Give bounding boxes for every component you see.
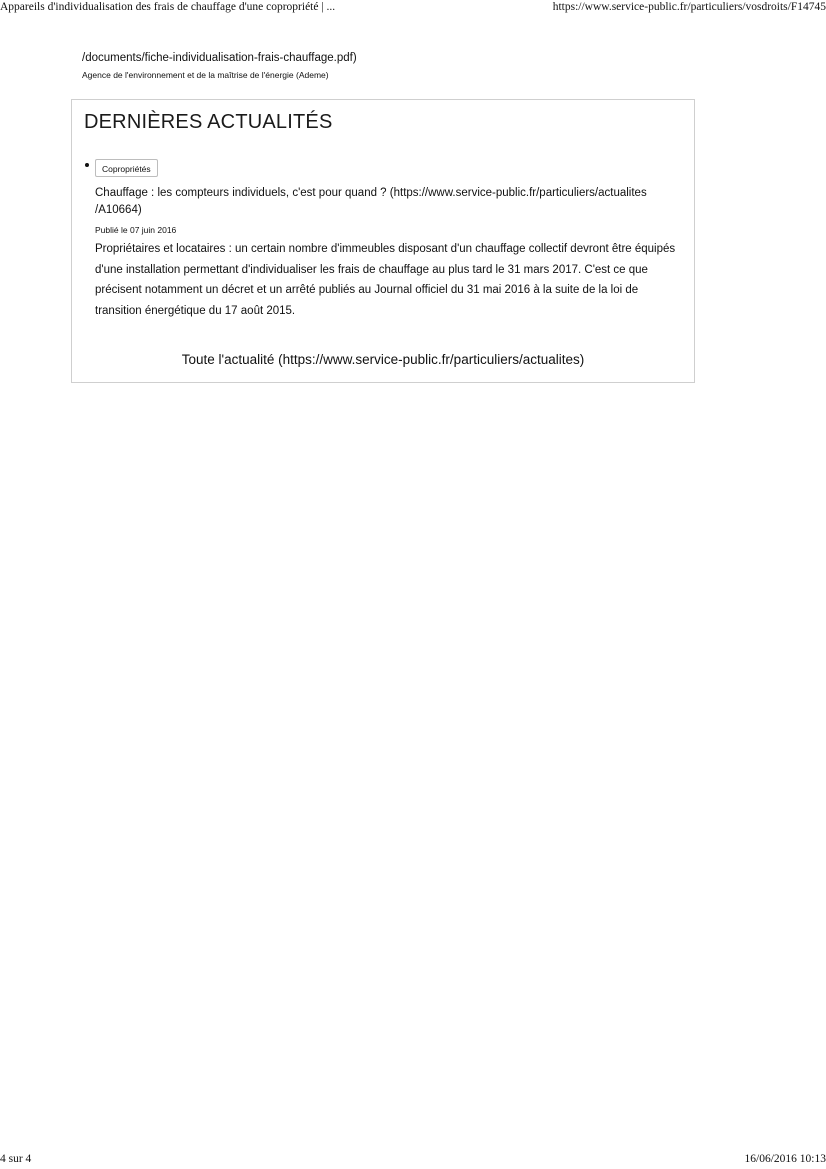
print-header-page-title: Appareils d'individualisation des frais de chauffage d'une copropriété | ... bbox=[0, 1, 336, 13]
source-document-link[interactable]: /documents/fiche-individualisation-frais-chauffage.pdf) bbox=[82, 52, 357, 64]
news-article-summary: Propriétaires et locataires : un certain nombre d'immeubles disposant d'un chauffage collectif devront être équipés d'une installation permettant d'individualiser les frais de chauffage au plus tard le 31 mars 2017. C'est ce que précisent notamment un décret et un arrêté publiés au Journal officiel du 31 mai 2016 à la suite de la loi de transition énergétique du 17 août 2015. bbox=[95, 243, 676, 317]
news-publication-date: Publié le 07 juin 2016 bbox=[95, 225, 177, 235]
bullet-icon bbox=[85, 163, 89, 167]
print-footer-datetime: 16/06/2016 10:13 bbox=[744, 1153, 826, 1165]
news-article-title-link[interactable]: Chauffage : les compteurs individuels, c'est pour quand ? (https://www.service-public.fr/particuliers/actualites /A10664) bbox=[95, 187, 647, 216]
all-news-link[interactable]: Toute l'actualité (https://www.service-public.fr/particuliers/actualites) bbox=[181, 352, 585, 367]
print-footer-page-number: 4 sur 4 bbox=[0, 1153, 32, 1165]
latest-news-heading: DERNIÈRES ACTUALITÉS bbox=[84, 111, 333, 133]
news-category-tag[interactable]: Copropriétés bbox=[95, 159, 158, 177]
source-organization: Agence de l'environnement et de la maîtrise de l'énergie (Ademe) bbox=[82, 70, 329, 80]
latest-news-panel bbox=[71, 99, 695, 383]
print-header-url: https://www.service-public.fr/particuliers/vosdroits/F14745 bbox=[552, 1, 826, 13]
